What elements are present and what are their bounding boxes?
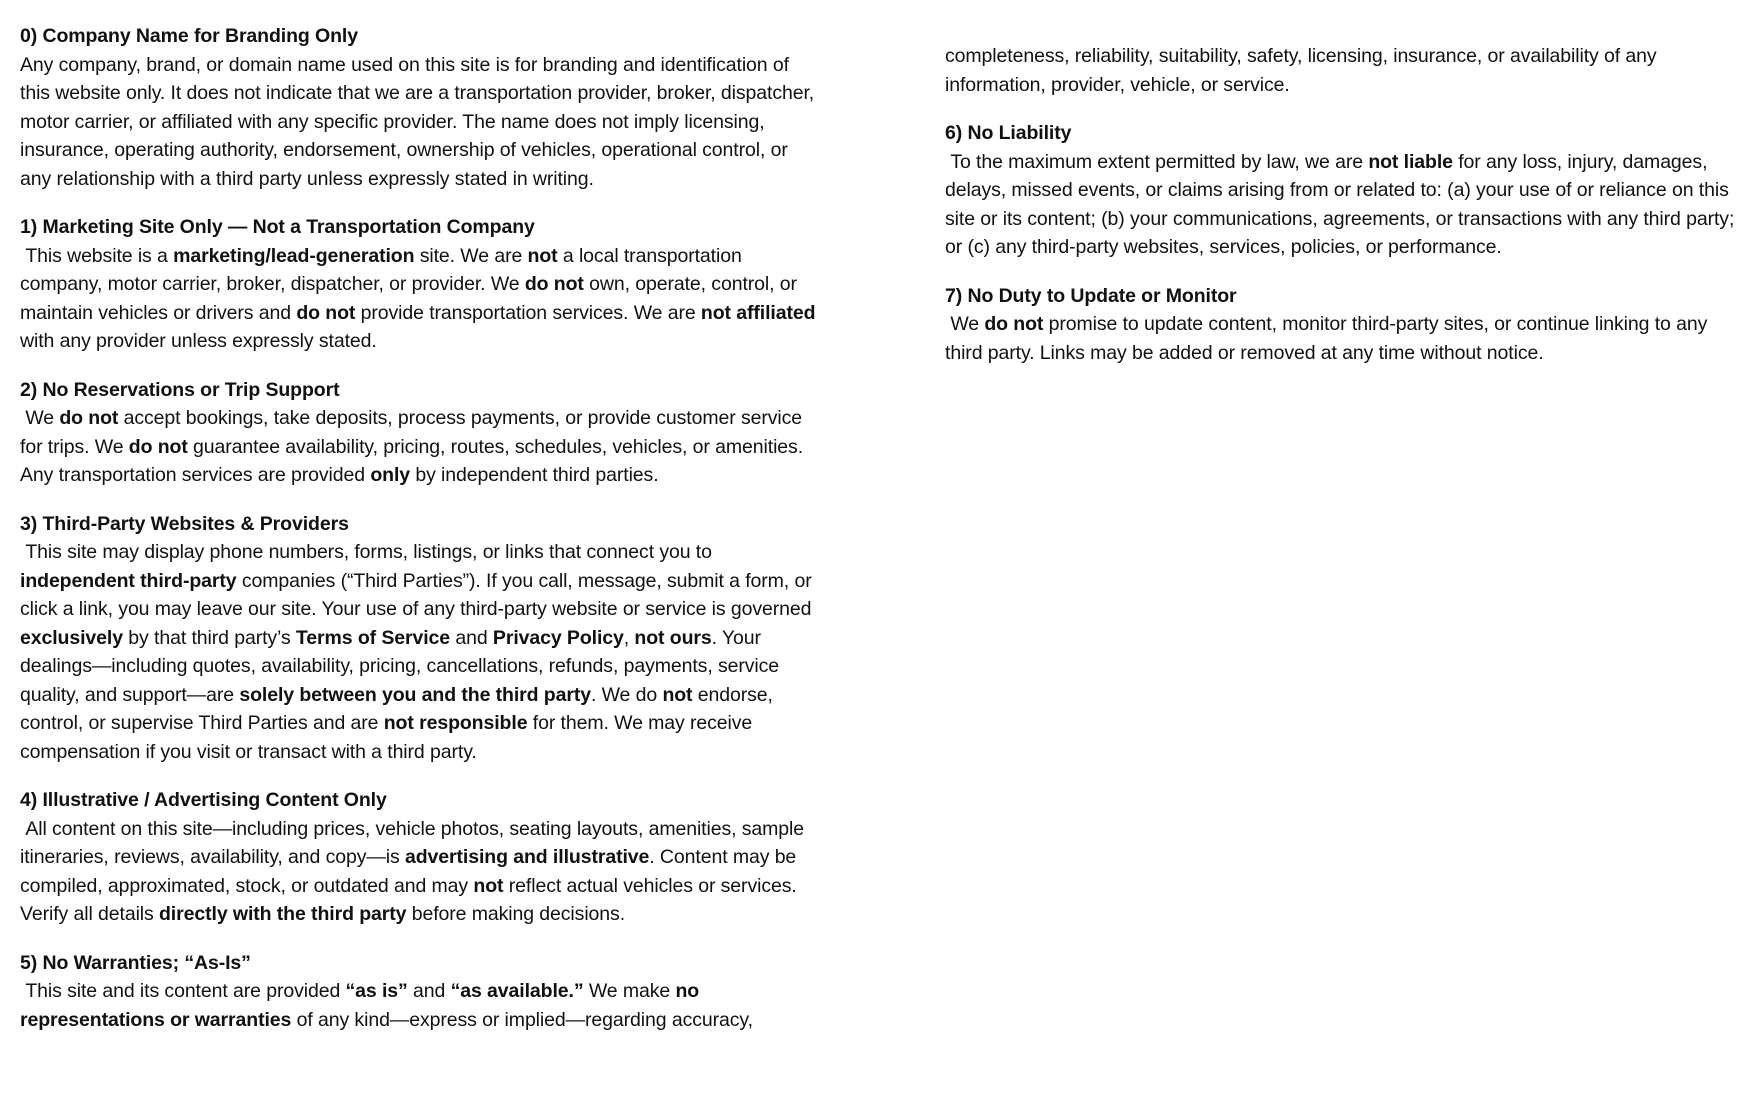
section-body: All content on this site—including prices, vehicle photos, seating layouts, amenities, sample itineraries, reviews, availability, and copy—is advertising and illustrative. Content may be compiled, approximated, stock, or outdated and may not reflect actual vehicles or services. Verify all details directly with the third party before making decisions.	[20, 817, 810, 925]
right-column	[945, 22, 1740, 1113]
section-heading: 0) Company Name for Branding Only	[20, 25, 358, 47]
section-heading: 1) Marketing Site Only — Not a Transportation Company	[20, 216, 535, 238]
section-heading: 2) No Reservations or Trip Support	[20, 378, 340, 401]
section-5-no-warranties-as-is	[20, 949, 820, 1035]
section-heading: 7) No Duty to Update or Monitor	[945, 284, 1237, 307]
section-body: To the maximum extent permitted by law, we are not liable for any loss, injury, damages, delays, missed events, or claims arising from or related to: (a) your use of or reliance on this site or its content; (b) your communications, agreements, or transactions with any third party; or (c) any third-party websites, services, policies, or performance.	[945, 150, 1740, 258]
section-4-illustrative-advertising-content-only	[20, 786, 820, 929]
section-3-third-party-websites-providers	[20, 510, 820, 767]
section-heading: 4) Illustrative / Advertising Content Only	[20, 789, 387, 811]
section-body: We do not promise to update content, monitor third-party sites, or continue linking to any third party. Links may be added or removed at any time without notice.	[945, 313, 1713, 364]
section-heading: 6) No Liability	[945, 122, 1072, 144]
section-body: This website is a marketing/lead-generation site. We are not a local transportation company, motor carrier, broker, dispatcher, or provider. We do not own, operate, control, or maintain vehicles or drivers and do not provide transportation services. We are not affiliated with any provider unless expressly stated.	[20, 244, 821, 352]
section-body: Any company, brand, or domain name used on this site is for branding and identification of this website only. It does not indicate that we are a transportation provider, broker, dispatcher, motor carrier, or affiliated with any specific provider. The name does not imply licensing, insurance, operating authority, endorsement, ownership of vehicles, operational control, or any relationship with a third party unless expressly stated in writing.	[20, 53, 820, 190]
section-heading: 3) Third-Party Websites & Providers	[20, 512, 349, 535]
section-heading: 5) No Warranties; “As-Is”	[20, 951, 251, 974]
section-body: completeness, reliability, suitability, safety, licensing, insurance, or availability of any information, provider, vehicle, or service.	[945, 45, 1662, 96]
section-0-company-name-branding-only	[20, 22, 820, 193]
section-body: This site may display phone numbers, forms, listings, or links that connect you to independent third-party companies (“Third Parties”). If you call, message, submit a form, or click a link, you may leave our site. Your use of any third-party website or service is governed exclusively by that third party’s Terms of Service and Privacy Policy, not ours. Your dealings—including quotes, availability, pricing, cancellations, refunds, payments, service quality, and support—are solely between you and the third party. We do not endorse, control, or supervise Third Parties and are not responsible for them. We may receive compensation if you visit or transact with a third party.	[20, 541, 817, 763]
section-body: This site and its content are provided “as is” and “as available.” We make no representations or warranties of any kind—express or implied—regarding accuracy,	[20, 980, 753, 1031]
section-6-no-liability	[945, 119, 1740, 262]
section-2-no-reservations-or-trip-support	[20, 376, 820, 490]
section-7-no-duty-to-update-or-monitor	[945, 282, 1735, 368]
section-body: We do not accept bookings, take deposits, process payments, or provide customer service for trips. We do not guarantee availability, pricing, routes, schedules, vehicles, or amenities. Any transportation services are provided only by independent third parties.	[20, 407, 808, 486]
section-5-no-warranties-continuation	[945, 42, 1735, 99]
left-column	[20, 22, 820, 1113]
section-1-marketing-site-only	[20, 213, 820, 356]
